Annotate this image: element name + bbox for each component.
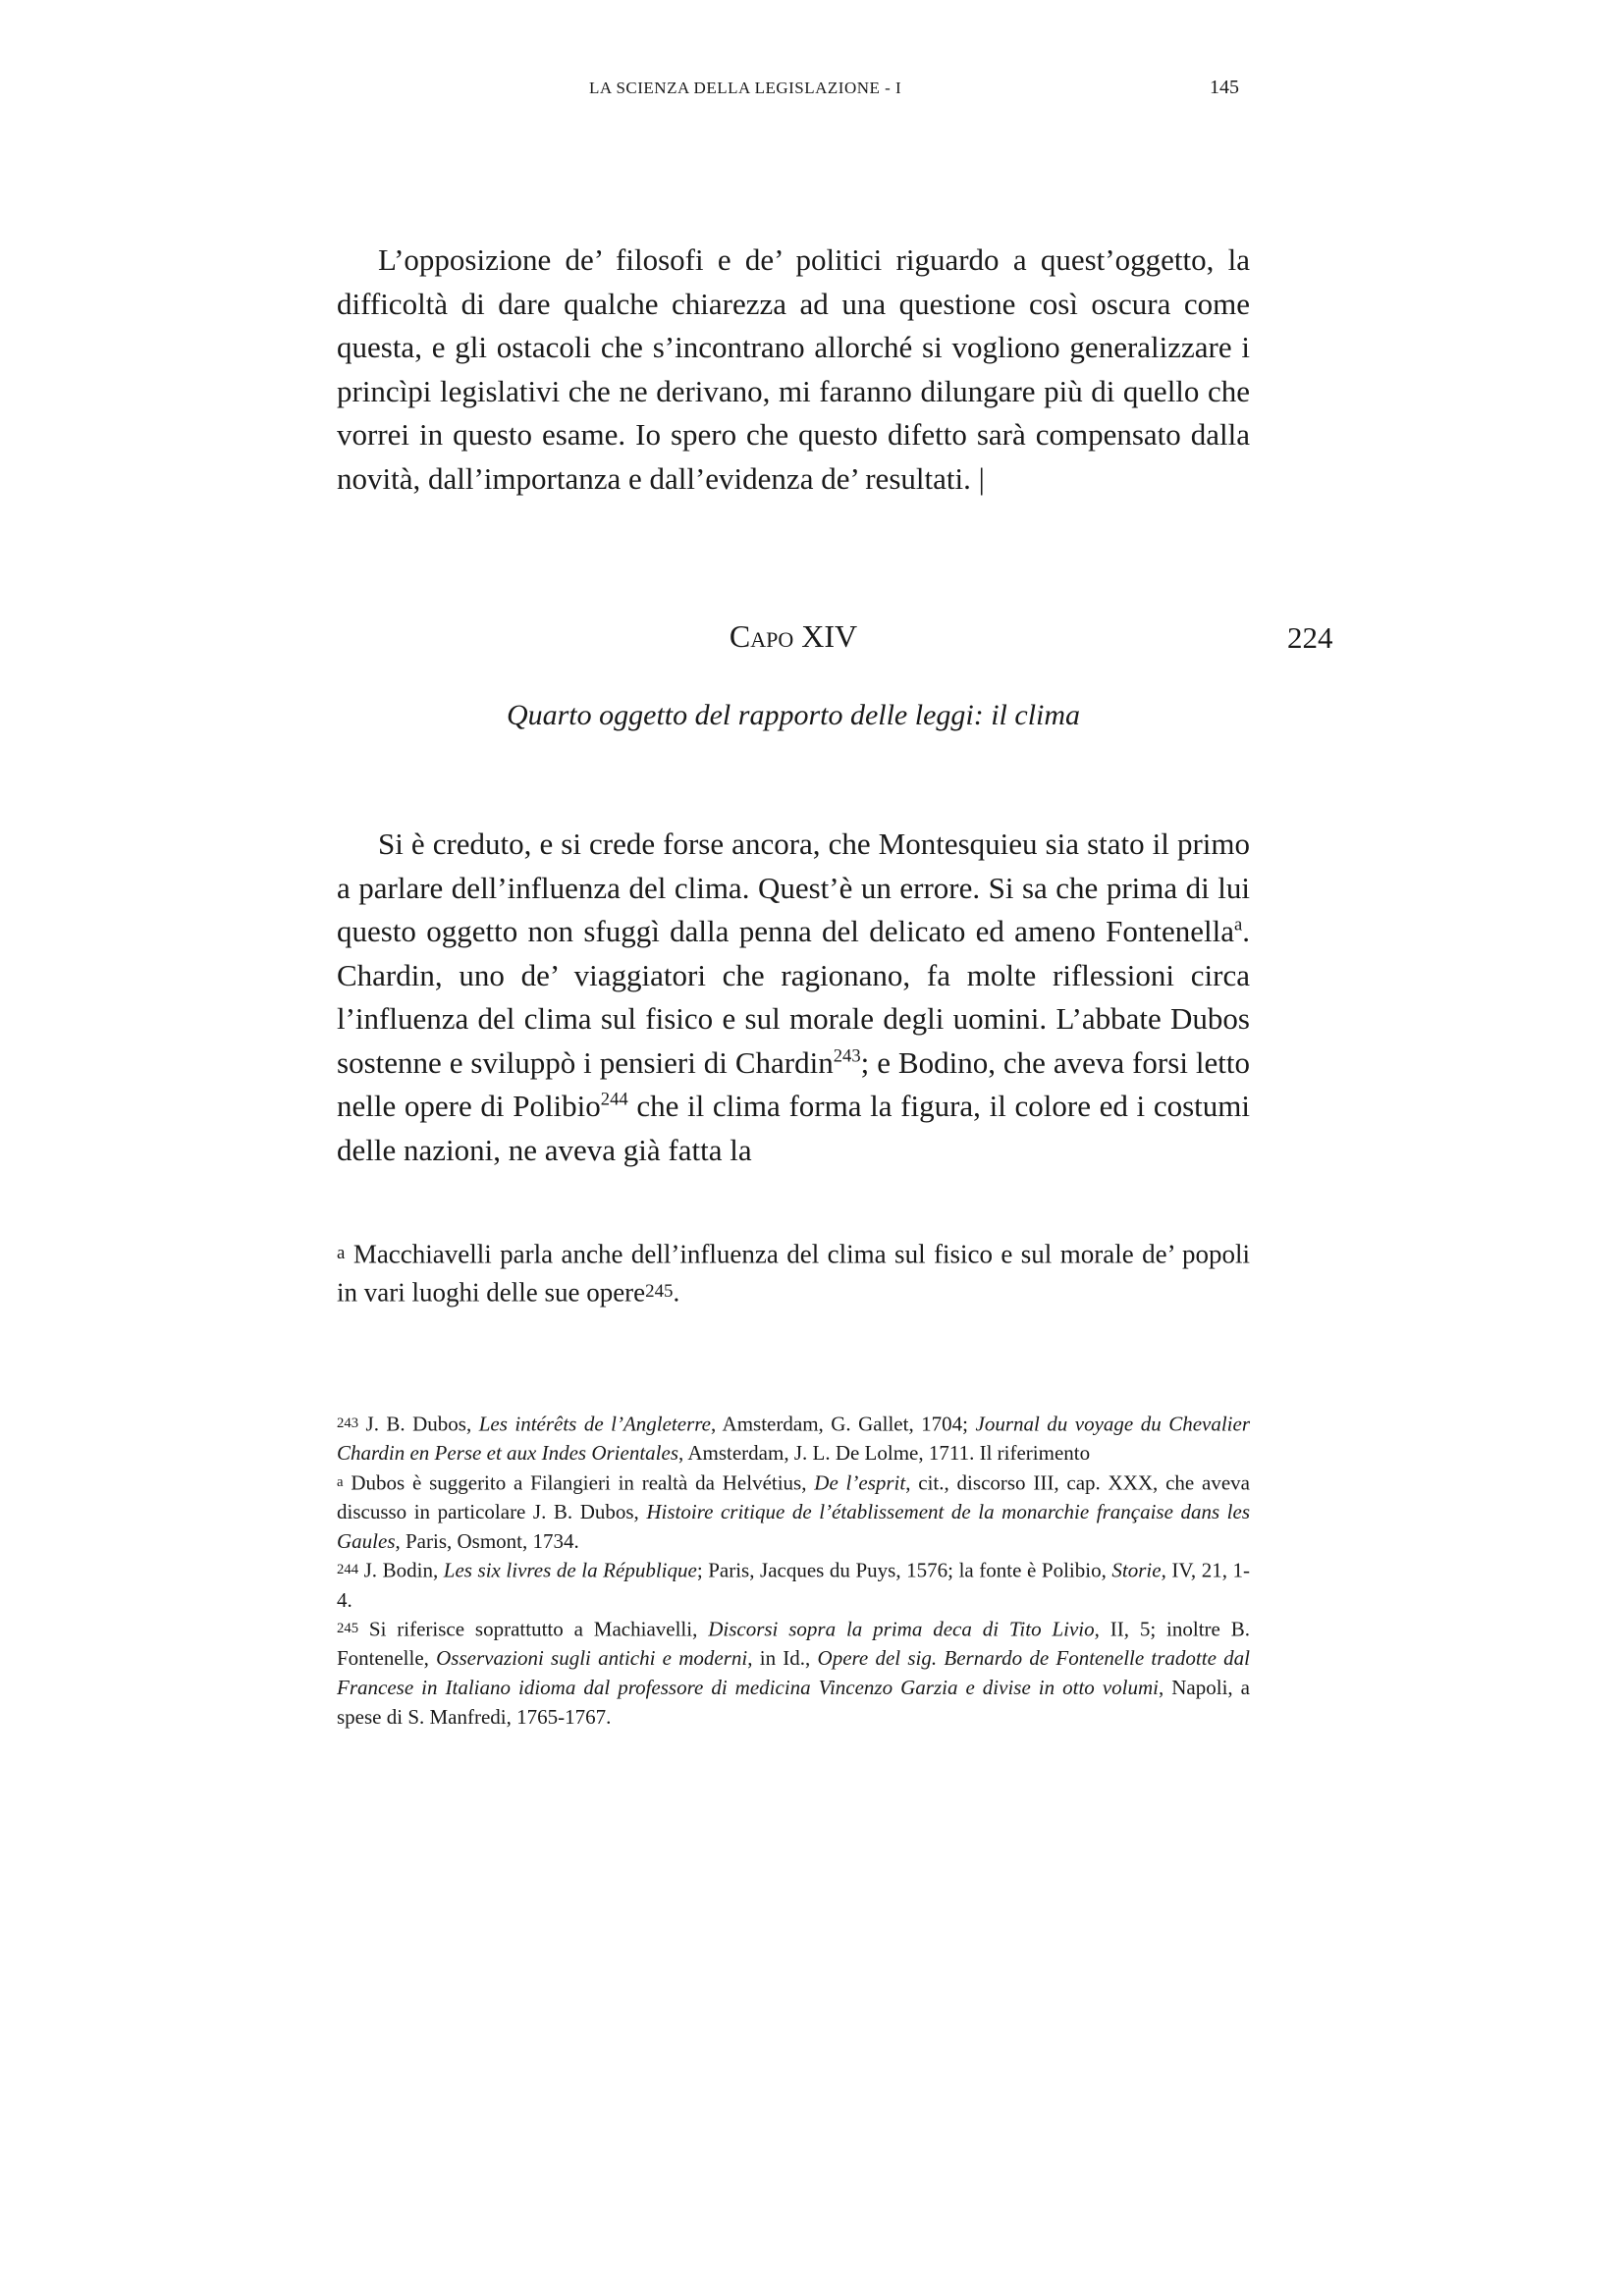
body-paragraph-2 [337, 823, 1250, 1172]
note-text: ; Paris, Jacques du Puys, 1576; la fonte è Polibio, [696, 1558, 1112, 1582]
note-mark: 245 [337, 1621, 359, 1637]
note-title: Osservazioni sugli antichi e moderni [436, 1646, 748, 1671]
page-number: 145 [1210, 77, 1239, 98]
footnote-mark-a: a [1233, 914, 1243, 935]
body-paragraph-1: L’opposizione de’ filosofi e de’ politici riguardo a quest’oggetto, la difficoltà di dare qualche chiarezza ad una questione così oscura come questa, e gli ostacoli che s’incontrano allorché si vogliono generalizzare i princìpi legislativi che ne derivano, mi faranno dilungare più di quello che vorrei in questo esame. Io spero che questo difetto sarà compensato dalla novità, dall’importanza e dall’evidenza de’ resultati. | [337, 242, 1250, 496]
text-run: che il clima forma la figura, il colore ed i costumi delle nazioni, ne aveva già fatta la [337, 1089, 1250, 1167]
editor-note-245 [337, 1615, 1250, 1732]
editor-note-a [337, 1468, 1250, 1556]
note-text: Si riferisce soprattutto a Machiavelli, [368, 1617, 709, 1641]
footnote-mark-243: 243 [833, 1045, 861, 1067]
note-title: Les six livres de la République [443, 1558, 697, 1582]
note-title: Les intérêts de l’Angleterre [478, 1412, 711, 1436]
editor-footnotes [337, 1410, 1250, 1732]
text-run: Si è creduto, e si crede forse ancora, che Montesquieu sia stato il primo a parlare dell’influenza del clima. Quest’è un errore. Si sa che prima di lui questo oggetto non sfuggì dalla penna del delicato ed ameno Fontenella [337, 827, 1250, 948]
note-mark: 244 [337, 1562, 359, 1578]
note-text: , Amsterdam, J. L. De Lolme, 1711. Il riferimento [678, 1441, 1091, 1466]
note-text: J. Bodin, [363, 1558, 444, 1582]
note-text: , Paris, Osmont, 1734. [395, 1528, 579, 1553]
note-text: Dubos è suggerito a Filangieri in realtà da Helvétius, [351, 1470, 815, 1495]
note-text: , in Id., [747, 1646, 818, 1671]
footnote-ref-245: 245 [645, 1280, 674, 1302]
footnote-text: Macchiavelli parla anche dell’influenza del clima sul fisico e sul morale de’ popoli in vari luoghi delle sue opere [337, 1239, 1250, 1308]
note-title: Journal du voyage du Chevalier Chardin en Perse et aux Indes Orientales [337, 1412, 1250, 1466]
margin-page-reference: 224 [1287, 620, 1333, 655]
note-title: Opere del sig. Bernardo de Fontenelle tradotte dal Francese in Italiano idioma dal professore di medicina Vincenzo Garzia e divise in otto volumi [337, 1646, 1250, 1700]
note-title: De l’esprit [814, 1470, 906, 1495]
running-head: LA SCIENZA DELLA LEGISLAZIONE - I [589, 79, 902, 97]
note-mark: 243 [337, 1415, 359, 1431]
footnote-mark-244: 244 [600, 1089, 628, 1110]
chapter-subtitle: Quarto oggetto del rapporto delle leggi: il clima [506, 699, 1081, 731]
note-text: , Napoli, a spese di S. Manfredi, 1765-1767. [337, 1676, 1250, 1729]
note-title: Storie [1111, 1558, 1162, 1582]
note-text: , cit., discorso III, cap. XXX, che aveva discusso in particolare J. B. Dubos, [337, 1470, 1250, 1524]
footnote-end: . [673, 1277, 680, 1308]
note-title: Histoire critique de l’établissement de la monarchie française dans les Gaules [337, 1500, 1250, 1553]
editor-note-244 [337, 1556, 1250, 1615]
chapter-label: Capo XIV [729, 618, 858, 654]
note-title: Discorsi sopra la prima deca di Tito Livio [708, 1617, 1095, 1641]
note-text: , II, 5; inoltre B. Fontenelle, [337, 1617, 1250, 1671]
note-text: J. B. Dubos, [365, 1412, 479, 1436]
chapter-heading [337, 618, 1250, 655]
editor-note-243 [337, 1410, 1250, 1468]
author-footnote-a [337, 1235, 1250, 1310]
text-run: ; e Bodino, che aveva forsi letto nelle opere di Polibio [337, 1044, 1250, 1123]
note-text: , IV, 21, 1-4. [337, 1558, 1251, 1612]
footnote-mark: a [337, 1243, 346, 1263]
note-mark: a [337, 1473, 344, 1490]
note-text: , Amsterdam, G. Gallet, 1704; [710, 1412, 976, 1436]
text-run: . Chardin, uno de’ viaggiatori che ragionano, fa molte riflessioni circa l’influenza del clima sul fisico e sul morale degli uomini. L’abbate Dubos sostenne e sviluppò i pensieri di Chardin [337, 914, 1250, 1080]
